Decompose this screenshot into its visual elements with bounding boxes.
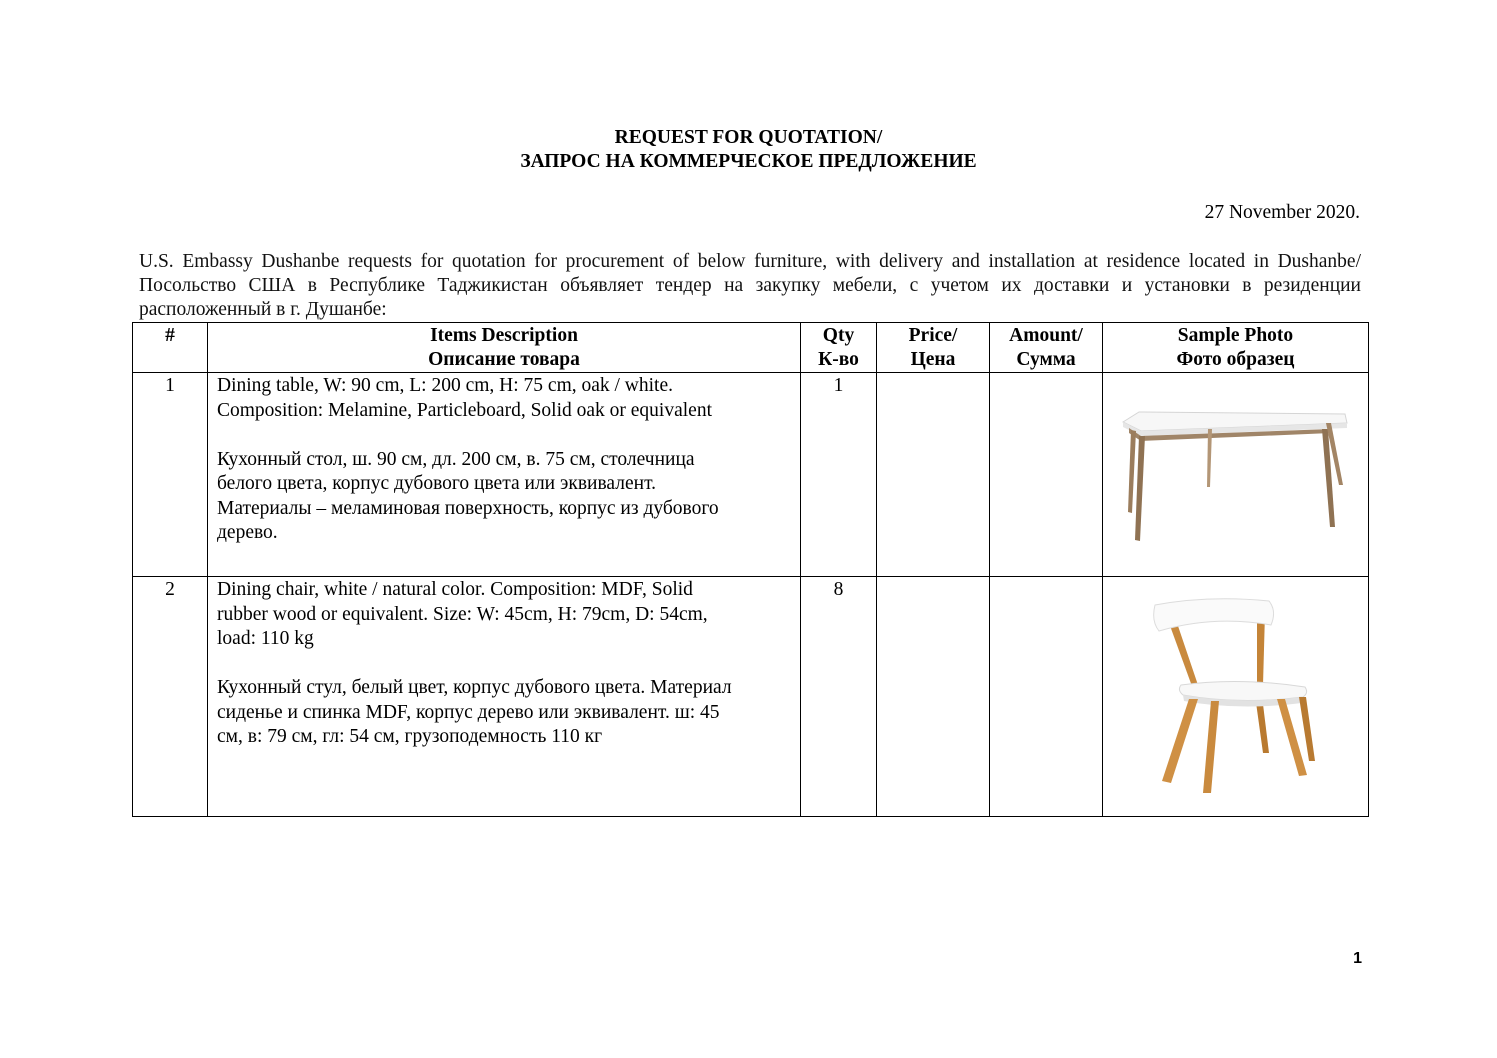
item-description: [208, 373, 801, 577]
header-amount: [990, 323, 1103, 373]
header-photo: [1103, 323, 1369, 373]
description-line: Dining table, W: 90 cm, L: 200 cm, H: 75 cm, oak / white.: [217, 375, 674, 396]
header-qty-ru: К-во: [818, 349, 859, 370]
header-qty-en: Qty: [822, 325, 855, 346]
header-photo-ru: Фото образец: [1176, 349, 1295, 370]
header-price-en: Price/: [908, 325, 958, 346]
description-line: Dining chair, white / natural color. Composition: MDF, Solid: [217, 579, 693, 600]
dining-table-photo-icon: [1121, 409, 1351, 554]
row-number: 2: [133, 577, 208, 817]
description-line: Composition: Melamine, Particleboard, Solid oak or equivalent: [217, 399, 712, 421]
item-price: [877, 577, 990, 817]
items-table: [132, 322, 1369, 817]
document-title: [0, 126, 1497, 174]
header-description-en: Items Description: [430, 325, 578, 346]
table-row: [133, 373, 1369, 577]
page-number: 1: [1353, 950, 1362, 967]
intro-paragraph: U.S. Embassy Dushanbe requests for quotation for procurement of below furniture, with delivery and installation at residence located in Dushanbe/ Посольство США в Республике Таджикистан объявляет тендер на закупку мебели, с учетом их доставки и установки в резиденции расположенный в г. Душанбе:: [139, 251, 1361, 320]
item-description: [208, 577, 801, 817]
description-line: см, в: 79 см, гл: 54 см, грузоподемность 110 кг: [217, 726, 603, 747]
description-line: Кухонный стул, белый цвет, корпус дубового цвета. Материал: [217, 677, 732, 698]
table-header-row: [133, 323, 1369, 373]
header-qty: [801, 323, 877, 373]
item-amount: [990, 577, 1103, 817]
header-num: #: [133, 323, 208, 373]
description-line: белого цвета, корпус дубового цвета или эквивалент.: [217, 473, 656, 494]
description-line: Кухонный стол, ш. 90 см, дл. 200 см, в. 75 см, столечница: [217, 448, 695, 470]
item-photo: [1103, 577, 1369, 817]
item-photo: [1103, 373, 1369, 577]
item-price: [877, 373, 990, 577]
header-description-ru: Описание товара: [428, 349, 580, 370]
dining-chair-photo-icon: [1149, 593, 1329, 798]
header-price-ru: Цена: [910, 349, 956, 370]
header-amount-ru: Сумма: [1016, 349, 1076, 370]
item-qty: 1: [801, 373, 877, 577]
description-line: дерево.: [217, 522, 278, 543]
description-line: сиденье и спинка MDF, корпус дерево или эквивалент. ш: 45: [217, 701, 720, 723]
description-line: Материалы – меламиновая поверхность, корпус из дубового: [217, 497, 719, 519]
title-russian: ЗАПРОС НА КОММЕРЧЕСКОЕ ПРЕДЛОЖЕНИЕ: [520, 151, 977, 172]
description-line: rubber wood or equivalent. Size: W: 45cm, H: 79cm, D: 54cm,: [217, 603, 708, 625]
header-description: [208, 323, 801, 373]
description-line: load: 110 kg: [217, 628, 314, 649]
document-date: 27 November 2020.: [1204, 202, 1360, 223]
header-price: [877, 323, 990, 373]
header-photo-en: Sample Photo: [1177, 325, 1294, 346]
item-amount: [990, 373, 1103, 577]
item-qty: 8: [801, 577, 877, 817]
title-english: REQUEST FOR QUOTATION/: [614, 127, 883, 148]
header-amount-en: Amount/: [1009, 325, 1083, 346]
table-row: [133, 577, 1369, 817]
row-number: 1: [133, 373, 208, 577]
